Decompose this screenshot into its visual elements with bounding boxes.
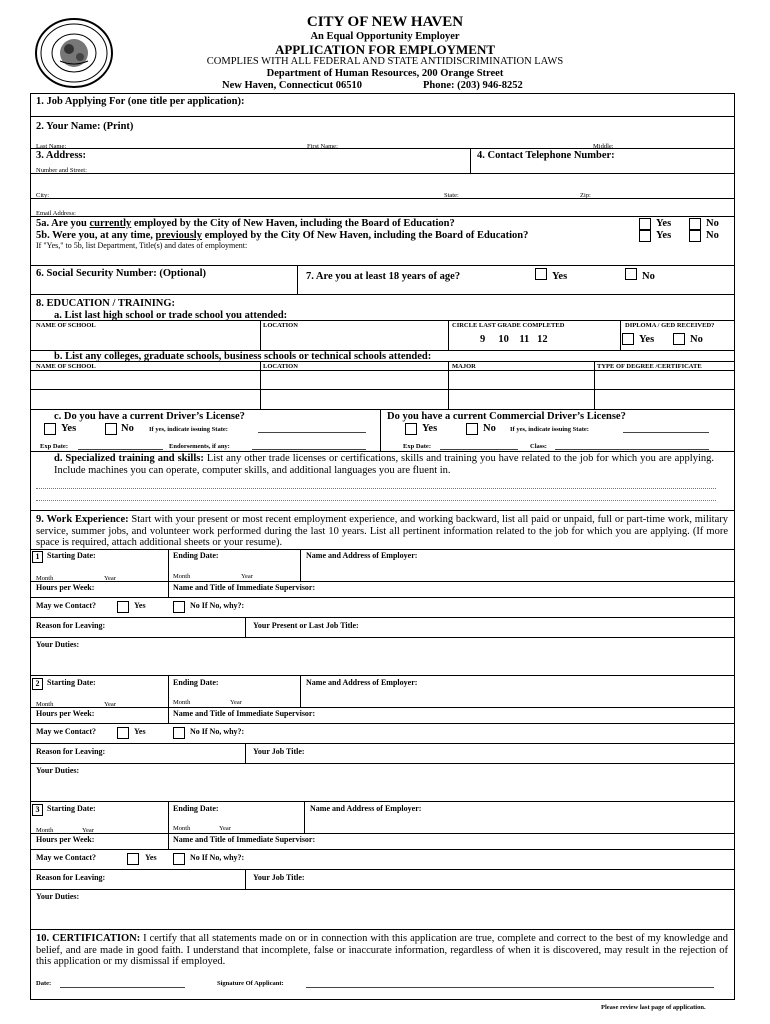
q8b-col-degree: TYPE OF DEGREE /CERTIFICATE bbox=[597, 363, 702, 370]
q5a-pre: 5a. Are you bbox=[36, 218, 90, 229]
emp3-contact-yes-label: Yes bbox=[145, 853, 157, 862]
license-yes-label: Yes bbox=[61, 423, 77, 434]
q8b-col-school: NAME OF SCHOOL bbox=[36, 363, 96, 370]
license-yes-checkbox[interactable] bbox=[44, 423, 56, 435]
q2-label: 2. Your Name: (Print) bbox=[36, 121, 134, 132]
emp3-title-label: Your Job Title: bbox=[253, 873, 305, 882]
city-label: City: bbox=[36, 192, 50, 199]
emp2-duties-label: Your Duties: bbox=[36, 766, 80, 775]
cdl-state-label: If yes, indicate issuing State: bbox=[510, 426, 589, 433]
cert-date-input[interactable] bbox=[60, 987, 185, 988]
emp1-ending-label: Ending Date: bbox=[173, 551, 219, 560]
cdl-class-label: Class: bbox=[530, 443, 547, 450]
emp2-end-month: Month bbox=[173, 699, 191, 706]
emp2-reason-label: Reason for Leaving: bbox=[36, 747, 106, 756]
footer-note: Please review last page of application. bbox=[601, 1004, 706, 1011]
q5b-yes-label: Yes bbox=[656, 230, 672, 241]
job-title-input[interactable] bbox=[320, 96, 730, 110]
emp3-contact-no-label: No If No, why?: bbox=[190, 853, 245, 862]
q1-label: 1. Job Applying For (one title per application): bbox=[36, 96, 245, 107]
divider bbox=[245, 617, 246, 637]
emp1-contact-no-label: No If No, why?: bbox=[190, 601, 245, 610]
emp2-end-year: Year bbox=[230, 699, 242, 706]
cdl-label: Do you have a current Commercial Driver’s License? bbox=[387, 411, 626, 422]
license-no-checkbox[interactable] bbox=[105, 423, 117, 435]
cdl-state-input[interactable] bbox=[623, 432, 709, 433]
emp1-starting-label: Starting Date: bbox=[47, 551, 96, 560]
divider bbox=[30, 173, 735, 174]
emp3-ending-label: Ending Date: bbox=[173, 804, 219, 813]
department-line: Department of Human Resources, 200 Orange Street bbox=[266, 68, 504, 79]
emp1-reason-label: Reason for Leaving: bbox=[36, 621, 106, 630]
q8d-text bbox=[54, 453, 714, 477]
diploma-no-label: No bbox=[690, 334, 703, 345]
middle-name-label: Middle: bbox=[593, 143, 614, 150]
cdl-class-input[interactable] bbox=[555, 449, 709, 450]
cert-signature-label: Signature Of Applicant: bbox=[217, 980, 284, 987]
phone-input[interactable] bbox=[477, 161, 727, 172]
divider bbox=[30, 869, 735, 870]
highschool-name-input[interactable] bbox=[36, 333, 256, 347]
emp2-contact-label: May we Contact? bbox=[36, 727, 96, 736]
divider bbox=[30, 409, 735, 410]
highschool-location-input[interactable] bbox=[263, 333, 443, 347]
eoe-line: An Equal Opportunity Employer bbox=[310, 31, 460, 42]
q5a-emphasis: currently bbox=[89, 218, 132, 229]
emp3-contact-label: May we Contact? bbox=[36, 853, 96, 862]
emp3-contact-yes-checkbox[interactable] bbox=[127, 853, 139, 865]
divider bbox=[30, 549, 735, 550]
q5b-label bbox=[36, 230, 528, 241]
emp2-contact-no-checkbox[interactable] bbox=[173, 727, 185, 739]
q5b-no-checkbox[interactable] bbox=[689, 230, 701, 242]
q7-no-checkbox[interactable] bbox=[625, 268, 637, 280]
emp1-contact-no-checkbox[interactable] bbox=[173, 601, 185, 613]
emp3-end-month: Month bbox=[173, 825, 191, 832]
license-exp-input[interactable] bbox=[78, 449, 163, 450]
q9-text bbox=[36, 514, 728, 549]
q5b-no-label: No bbox=[706, 230, 719, 241]
skills-line-2[interactable] bbox=[36, 500, 716, 501]
divider bbox=[30, 451, 735, 452]
emp1-contact-yes-checkbox[interactable] bbox=[117, 601, 129, 613]
q10-text bbox=[36, 933, 728, 968]
cdl-yes-checkbox[interactable] bbox=[405, 423, 417, 435]
city-title: CITY OF NEW HAVEN bbox=[306, 14, 464, 30]
ssn-input[interactable] bbox=[36, 280, 292, 292]
college-row-2[interactable] bbox=[32, 391, 732, 407]
q5a-no-label: No bbox=[706, 218, 719, 229]
divider bbox=[168, 675, 169, 723]
divider bbox=[168, 549, 169, 597]
emp3-start-year: Year bbox=[82, 827, 94, 834]
complies-line: COMPLIES WITH ALL FEDERAL AND STATE ANTIDISCRIMINATION LAWS bbox=[206, 56, 564, 67]
emp2-employer-label: Name and Address of Employer: bbox=[306, 678, 418, 687]
state-label: State: bbox=[444, 192, 459, 199]
divider bbox=[30, 675, 735, 676]
divider bbox=[300, 675, 301, 707]
divider bbox=[30, 801, 735, 802]
divider bbox=[30, 198, 735, 199]
divider bbox=[30, 265, 735, 266]
zip-label: Zip: bbox=[580, 192, 591, 199]
license-state-input[interactable] bbox=[258, 432, 366, 433]
q8b-label: b. List any colleges, graduate schools, business schools or technical schools attended: bbox=[54, 351, 432, 362]
skills-line-1[interactable] bbox=[36, 488, 716, 489]
divider bbox=[30, 389, 735, 390]
emp2-supervisor-label: Name and Title of Immediate Supervisor: bbox=[173, 709, 316, 718]
divider bbox=[30, 743, 735, 744]
q5a-label bbox=[36, 218, 455, 229]
q5a-yes-checkbox[interactable] bbox=[639, 218, 651, 230]
cdl-no-label: No bbox=[483, 423, 496, 434]
employer-1-number: 1 bbox=[32, 551, 43, 563]
emp3-end-year: Year bbox=[219, 825, 231, 832]
last-name-label: Last Name: bbox=[36, 143, 67, 150]
emp2-contact-yes-label: Yes bbox=[134, 727, 146, 736]
divider bbox=[30, 637, 735, 638]
divider bbox=[620, 320, 621, 350]
divider bbox=[30, 707, 735, 708]
emp1-duties-input[interactable] bbox=[36, 651, 726, 671]
emp3-contact-no-checkbox[interactable] bbox=[173, 853, 185, 865]
emp2-duties-input[interactable] bbox=[36, 777, 726, 797]
q5b-emphasis: previously bbox=[155, 230, 202, 241]
emp1-duties-label: Your Duties: bbox=[36, 640, 80, 649]
divider bbox=[300, 549, 301, 581]
q6-label: 6. Social Security Number: (Optional) bbox=[36, 268, 207, 279]
divider bbox=[30, 294, 735, 295]
q8d-label: d. Specialized training and skills: bbox=[54, 453, 204, 464]
divider bbox=[30, 510, 735, 511]
emp3-duties-label: Your Duties: bbox=[36, 892, 80, 901]
q8a-col-grade: CIRCLE LAST GRADE COMPLETED bbox=[452, 322, 565, 329]
email-label: Email Address: bbox=[36, 210, 76, 217]
street-label: Number and Street: bbox=[36, 167, 87, 174]
license-endorse-label: Endorsements, if any: bbox=[169, 443, 230, 450]
cert-date-label: Date: bbox=[36, 980, 52, 987]
q3-label: 3. Address: bbox=[36, 150, 86, 161]
divider bbox=[30, 929, 735, 930]
emp3-employer-label: Name and Address of Employer: bbox=[310, 804, 422, 813]
grade-options[interactable]: 9 10 11 12 bbox=[480, 334, 548, 345]
emp1-hours-label: Hours per Week: bbox=[36, 583, 95, 592]
q10-body: I certify that all statements made on or in connection with this application are true, complete and correct to the best of my knowledge and belief, and are made in good faith. I understand that incomplete, false or inaccurate information, regardless of when it is discovered, may result in the rejection of this application or my dismissal if employed. bbox=[36, 933, 728, 967]
divider bbox=[30, 833, 735, 834]
q9-body: Start with your present or most recent employment experience, and working backward, list all paid or unpaid, full or part-time work, military service, summer jobs, and volunteer work performed during the last 10 years. List all pertinent information related to the job for which you are applying. (If more space is required, attach additional sheets or your resume). bbox=[36, 514, 728, 548]
divider bbox=[30, 320, 735, 321]
divider bbox=[297, 265, 298, 294]
q4-label: 4. Contact Telephone Number: bbox=[477, 150, 615, 161]
divider bbox=[30, 849, 735, 850]
divider bbox=[470, 148, 471, 173]
emp1-supervisor-label: Name and Title of Immediate Supervisor: bbox=[173, 583, 316, 592]
q8b-col-major: MAJOR bbox=[452, 363, 476, 370]
q5a-yes-label: Yes bbox=[656, 218, 672, 229]
emp2-starting-label: Starting Date: bbox=[47, 678, 96, 687]
divider bbox=[168, 801, 169, 849]
divider bbox=[245, 869, 246, 889]
q8a-col-school: NAME OF SCHOOL bbox=[36, 322, 96, 329]
cert-signature-input[interactable] bbox=[306, 987, 714, 988]
phone-line: Phone: (203) 946-8252 bbox=[423, 80, 523, 91]
employer-3-number: 3 bbox=[32, 804, 43, 816]
q5b-post: employed by the City Of New Haven, including the Board of Education? bbox=[201, 230, 529, 241]
emp3-duties-input[interactable] bbox=[36, 903, 726, 923]
college-row-1[interactable] bbox=[32, 372, 732, 388]
license-exp-label: Exp Date: bbox=[40, 443, 68, 450]
emp2-title-label: Your Job Title: bbox=[253, 747, 305, 756]
divider bbox=[30, 889, 735, 890]
q5b-pre: 5b. Were you, at any time, bbox=[36, 230, 156, 241]
emp3-starting-label: Starting Date: bbox=[47, 804, 96, 813]
q8-label: 8. EDUCATION / TRAINING: bbox=[36, 298, 176, 309]
emp2-hours-label: Hours per Week: bbox=[36, 709, 95, 718]
name-input[interactable] bbox=[36, 133, 726, 143]
emp1-end-year: Year bbox=[241, 573, 253, 580]
divider bbox=[30, 370, 735, 371]
emp2-start-year: Year bbox=[104, 701, 116, 708]
diploma-yes-checkbox[interactable] bbox=[622, 333, 634, 345]
divider bbox=[30, 763, 735, 764]
address-line: New Haven, Connecticut 06510 bbox=[222, 80, 362, 91]
divider bbox=[304, 801, 305, 833]
emp1-start-month: Month bbox=[36, 575, 54, 582]
email-input[interactable] bbox=[36, 200, 726, 210]
divider bbox=[260, 320, 261, 350]
emp1-employer-label: Name and Address of Employer: bbox=[306, 551, 418, 560]
emp1-end-month: Month bbox=[173, 573, 191, 580]
emp3-supervisor-label: Name and Title of Immediate Supervisor: bbox=[173, 835, 316, 844]
divider bbox=[30, 723, 735, 724]
employer-2-number: 2 bbox=[32, 678, 43, 690]
q5b-yes-checkbox[interactable] bbox=[639, 230, 651, 242]
q7-yes-label: Yes bbox=[552, 271, 568, 282]
emp2-start-month: Month bbox=[36, 701, 54, 708]
q10-label: 10. CERTIFICATION: bbox=[36, 933, 141, 944]
q8a-label: a. List last high school or trade school you attended: bbox=[54, 310, 288, 321]
q7-label: 7. Are you at least 18 years of age? bbox=[306, 271, 461, 282]
form-title: APPLICATION FOR EMPLOYMENT bbox=[274, 42, 496, 57]
emp3-start-month: Month bbox=[36, 827, 54, 834]
divider bbox=[30, 617, 735, 618]
divider bbox=[380, 409, 381, 451]
emp2-ending-label: Ending Date: bbox=[173, 678, 219, 687]
q8c-label: c. Do you have a current Driver’s License? bbox=[54, 411, 245, 422]
emp2-contact-yes-checkbox[interactable] bbox=[117, 727, 129, 739]
cdl-exp-input[interactable] bbox=[440, 449, 518, 450]
divider bbox=[30, 597, 735, 598]
license-no-label: No bbox=[121, 423, 134, 434]
q8a-col-diploma: DIPLOMA / GED RECEIVED? bbox=[625, 322, 715, 329]
q8d-body: List any other trade licenses or certifications, skills and training you have related to the job for which you are applying. Include machines you can operate, computer skills, and additional languages you are fluent in. bbox=[54, 453, 714, 476]
divider bbox=[245, 743, 246, 763]
divider bbox=[448, 320, 449, 350]
emp1-start-year: Year bbox=[104, 575, 116, 582]
license-state-label: If yes, indicate issuing State: bbox=[149, 426, 228, 433]
divider bbox=[30, 148, 735, 149]
q5a-post: employed by the City of New Haven, including the Board of Education? bbox=[131, 218, 455, 229]
emp1-contact-label: May we Contact? bbox=[36, 601, 96, 610]
q5b-note: If "Yes," to 5b, list Department, Title(s) and dates of employment: bbox=[36, 241, 248, 250]
q9-label: 9. Work Experience: bbox=[36, 514, 129, 525]
street-input[interactable] bbox=[36, 177, 726, 191]
q7-yes-checkbox[interactable] bbox=[535, 268, 547, 280]
q7-no-label: No bbox=[642, 271, 655, 282]
q8b-col-location: LOCATION bbox=[263, 363, 298, 370]
emp3-reason-label: Reason for Leaving: bbox=[36, 873, 106, 882]
emp3-hours-label: Hours per Week: bbox=[36, 835, 95, 844]
cdl-no-checkbox[interactable] bbox=[466, 423, 478, 435]
first-name-label: First Name: bbox=[307, 143, 338, 150]
diploma-no-checkbox[interactable] bbox=[673, 333, 685, 345]
divider bbox=[30, 216, 735, 217]
emp1-title-label: Your Present or Last Job Title: bbox=[253, 621, 359, 630]
cdl-exp-label: Exp Date: bbox=[403, 443, 431, 450]
q5b-details-input[interactable] bbox=[36, 251, 726, 263]
emp2-contact-no-label: No If No, why?: bbox=[190, 727, 245, 736]
divider bbox=[30, 361, 735, 362]
q5a-no-checkbox[interactable] bbox=[689, 218, 701, 230]
q8a-col-location: LOCATION bbox=[263, 322, 298, 329]
divider bbox=[30, 581, 735, 582]
diploma-yes-label: Yes bbox=[639, 334, 655, 345]
cdl-yes-label: Yes bbox=[422, 423, 438, 434]
emp1-contact-yes-label: Yes bbox=[134, 601, 146, 610]
license-endorse-input[interactable] bbox=[252, 449, 366, 450]
divider bbox=[30, 116, 735, 117]
